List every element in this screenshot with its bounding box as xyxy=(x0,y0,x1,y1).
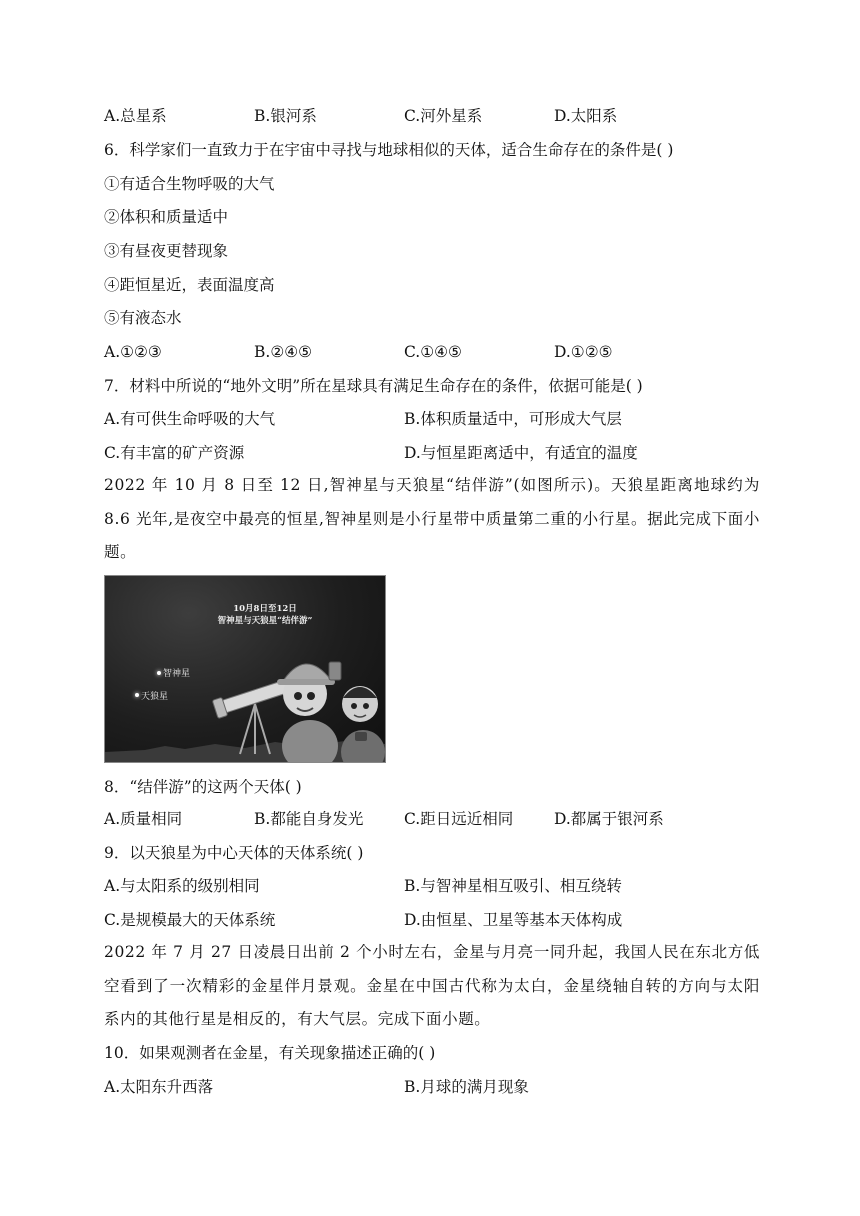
q9-option-a: A.与太阳系的级别相同 xyxy=(104,877,260,895)
q8-option-d: D.都属于银河系 xyxy=(554,810,664,828)
q5-option-c: C.河外星系 xyxy=(404,107,483,125)
q6-option-b: B.②④⑤ xyxy=(254,343,313,361)
q9-stem: 9．以天狼星为中心天体的天体系统( ) xyxy=(104,844,364,862)
q7-option-a: A.有可供生命呼吸的大气 xyxy=(104,410,276,428)
q10-stem: 10．如果观测者在金星，有关现象描述正确的( ) xyxy=(104,1044,436,1062)
q6-item-2: ②体积和质量适中 xyxy=(104,208,229,226)
observers-telescope-icon xyxy=(105,576,385,762)
q8-option-a: A.质量相同 xyxy=(104,810,183,828)
passage-venus-moon: 2022 年 7 月 27 日凌晨日出前 2 个小时左右，金星与月亮一同升起，我国人民在东北方低空看到了一次精彩的金星伴月景观。金星在中国古代称为太白，金星绕轴自转的方向与太阳系内的其他行星是相反的，有大气层。完成下面小题。 xyxy=(104,943,760,1028)
q10-option-b: B.月球的满月现象 xyxy=(404,1078,529,1096)
q7-option-d: D.与恒星距离适中，有适宜的温度 xyxy=(404,444,638,462)
q6-stem: 6．科学家们一直致力于在宇宙中寻找与地球相似的天体，适合生命存在的条件是( ) xyxy=(104,141,674,159)
q9-option-c: C.是规模最大的天体系统 xyxy=(104,911,276,929)
q9-option-d: D.由恒星、卫星等基本天体构成 xyxy=(404,911,623,929)
q6-option-a: A.①②③ xyxy=(104,343,162,361)
figure-title-date: 10月8日至12日 xyxy=(233,604,297,614)
q8-stem: 8．“结伴游”的这两个天体( ) xyxy=(104,778,302,796)
figure-label-sirius: 天狼星 xyxy=(141,692,169,702)
q8-option-b: B.都能自身发光 xyxy=(254,810,364,828)
passage-pallas-sirius: 2022 年 10 月 8 日至 12 日,智神星与天狼星“结伴游”(如图所示)。天狼星距离地球约为 8.6 光年,是夜空中最亮的恒星,智神星则是小行星带中质量第二重的小行星。据此完成下面小题。 xyxy=(104,476,760,561)
q6-item-4: ④距恒星近，表面温度高 xyxy=(104,276,275,294)
q7-stem: 7．材料中所说的“地外文明”所在星球具有满足生命存在的条件，依据可能是( ) xyxy=(104,377,643,395)
q6-item-3: ③有昼夜更替现象 xyxy=(104,242,229,260)
figure-title-caption: 智神星与天狼星“结伴游” xyxy=(217,616,313,626)
q6-option-c: C.①④⑤ xyxy=(404,343,462,361)
q9-option-b: B.与智神星相互吸引、相互绕转 xyxy=(404,877,622,895)
q7-option-b: B.体积质量适中，可形成大气层 xyxy=(404,410,622,428)
q5-option-a: A.总星系 xyxy=(104,107,167,125)
q5-option-b: B.银河系 xyxy=(254,107,317,125)
q6-item-5: ⑤有液态水 xyxy=(104,309,182,327)
q7-option-c: C.有丰富的矿产资源 xyxy=(104,444,245,462)
q8-option-c: C.距日远近相同 xyxy=(404,810,514,828)
q6-option-d: D.①②⑤ xyxy=(554,343,613,361)
figure-label-pallas: 智神星 xyxy=(163,669,191,679)
q5-option-d: D.太阳系 xyxy=(554,107,618,125)
pallas-sirius-illustration xyxy=(104,575,386,763)
q10-option-a: A.太阳东升西落 xyxy=(104,1078,214,1096)
q6-item-1: ①有适合生物呼吸的大气 xyxy=(104,175,275,193)
